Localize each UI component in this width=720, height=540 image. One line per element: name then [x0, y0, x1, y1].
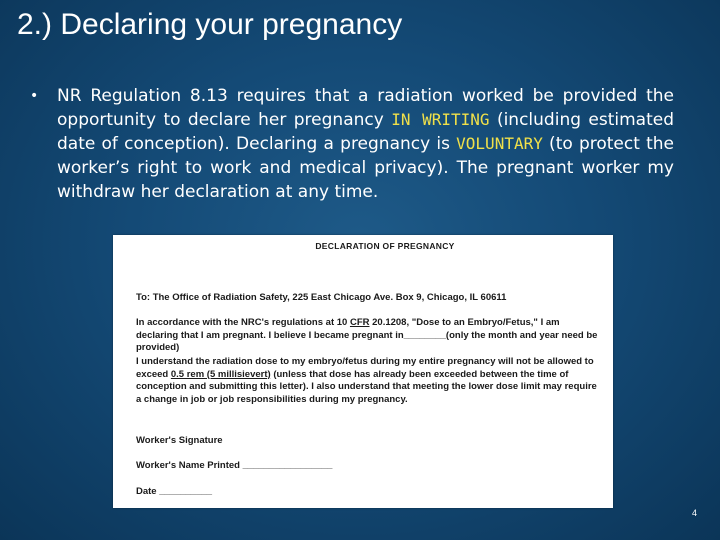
form-para1-a: In accordance with the NRC's regulations at 10 — [136, 317, 350, 328]
bullet-point — [30, 84, 674, 204]
form-para2-b: (unless that dose has already been exceeded between the time of conception and submitting this letter). I also understand that meeting the lower dose limit may require a change in job or job responsibilities during my pregnancy. — [136, 368, 597, 405]
slide-title: 2.) Declaring your pregnancy — [17, 8, 403, 41]
bullet-text — [57, 84, 674, 204]
form-para1-b: 20.1208, "Dose to an Embryo/Fetus," I am declaring that I am pregnant. I believe I became pregnant in________(only the month and year need be provided) — [136, 317, 598, 353]
bullet-text-part1: NR Regulation 8.13 requires that a radiation worked be provided the opportunity to declare her pregnancy — [57, 86, 674, 130]
form-to-line: To: The Office of Radiation Safety, 225 East Chicago Ave. Box 9, Chicago, IL 60611 — [136, 292, 507, 303]
form-para1-cfr: CFR — [349, 317, 370, 328]
highlight-voluntary: VOLUNTARY — [456, 134, 543, 153]
form-para2-a: I understand the radiation dose to my embryo/fetus during my entire pregnancy will not be allowed to exceed — [136, 356, 594, 380]
form-title: DECLARATION OF PREGNANCY — [315, 241, 455, 251]
highlight-in-writing: IN WRITING — [391, 110, 490, 129]
page-number: 4 — [691, 508, 697, 518]
form-name-label: Worker's Name Printed _________________ — [136, 460, 333, 471]
bullet-text-part2: (including estimated date of conception). Declaring a pregnancy is — [57, 110, 675, 154]
form-paragraph-declaration — [136, 317, 602, 355]
form-date-label: Date __________ — [136, 486, 213, 497]
form-paragraph-understanding — [136, 356, 602, 406]
bullet-text-part3: (to protect the worker’s right to work and medical privacy). The pregnant worker my withdraw her declaration at any time. — [57, 134, 674, 202]
form-signature-label: Worker's Signature — [136, 435, 223, 446]
bullet-marker: • — [30, 88, 39, 104]
declaration-form-image — [113, 235, 613, 508]
form-para2-dose: 0.5 rem (5 millisievert) — [170, 368, 271, 380]
